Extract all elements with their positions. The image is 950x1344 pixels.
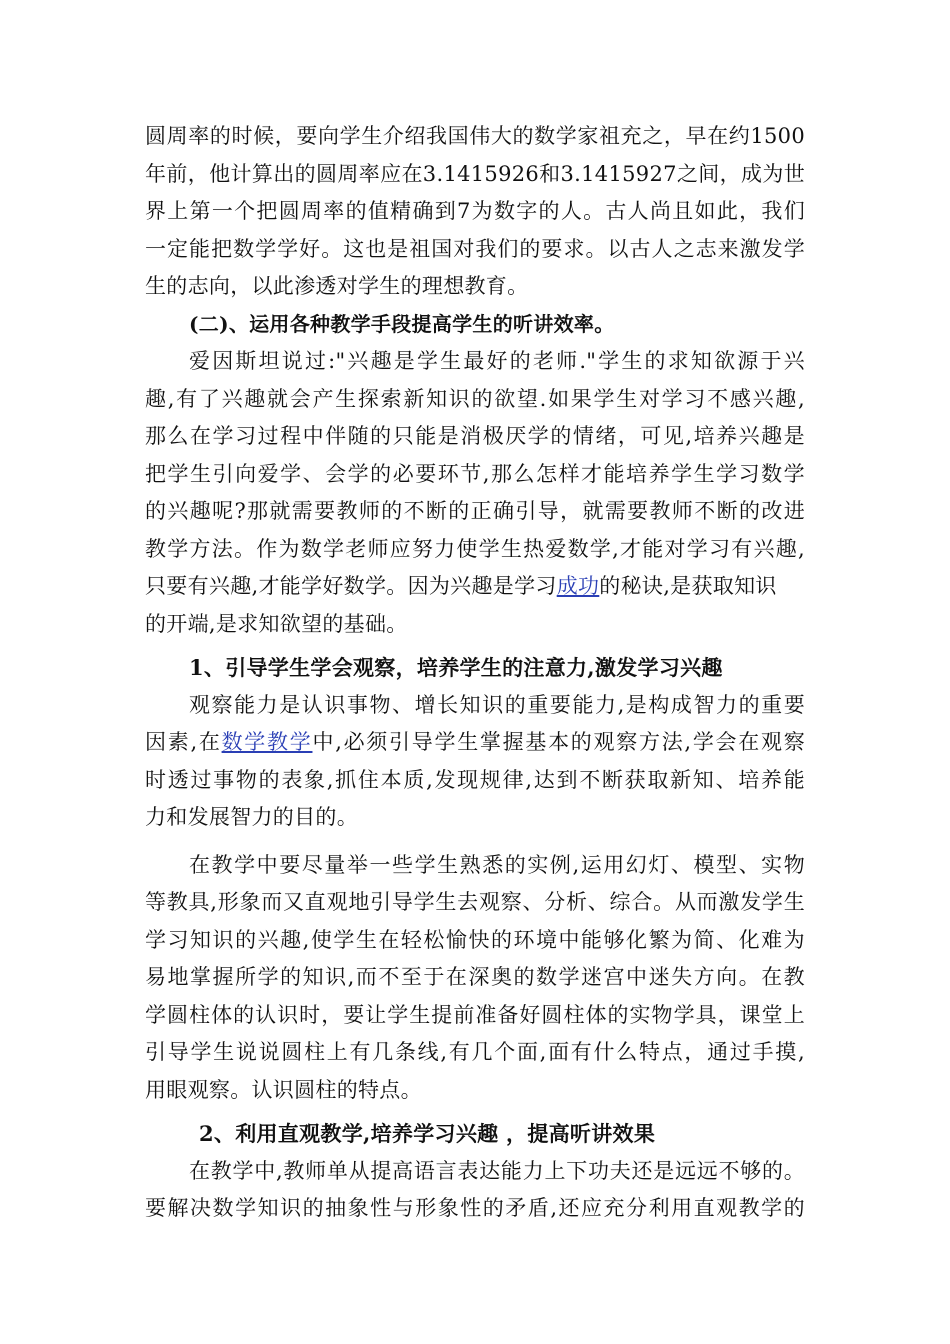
math-teaching-link[interactable]: 数学教学: [221, 730, 313, 754]
paragraph-line: 把学生引向爱学、会学的必要环节,那么怎样才能培养学生学习数学: [145, 461, 805, 486]
paragraph-line: 引导学生说说圆柱上有几条线,有几个面,面有什么特点，通过手摸,: [145, 1040, 805, 1064]
paragraph-line: 等教具,形象而又直观地引导学生去观察、分析、综合。从而激发学生: [145, 890, 805, 914]
text-segment: 的秘诀,是获取知识: [599, 574, 777, 598]
paragraph-line: 在教学中要尽量举一些学生熟悉的实例,运用幻灯、模型、实物: [189, 852, 805, 877]
paragraph-line: 圆周率的时候，要向学生介绍我国伟大的数学家祖充之，早在约1500: [145, 124, 805, 148]
text-segment: 只要有兴趣,才能学好数学。因为兴趣是学习: [145, 574, 557, 598]
paragraph-visual-teaching: [145, 1153, 805, 1228]
paragraph-line: 的兴趣呢?那就需要教师的不断的正确引导，就需要教师不断的改进: [145, 499, 805, 523]
paragraph-line: 要解决数学知识的抽象性与形象性的矛盾,还应充分利用直观教学的: [145, 1196, 805, 1220]
section-heading-teaching-methods: (二)、运用各种教学手段提高学生的听讲效率。: [189, 311, 615, 336]
paragraph-line: 易地掌握所学的知识,而不至于在深奥的数学迷宫中迷失方向。在教: [145, 965, 805, 989]
paragraph-line: 用眼观察。认识圆柱的特点。: [145, 1077, 422, 1102]
text-segment: 因素,在: [145, 730, 222, 754]
paragraph-line: 生的志向，以此渗透对学生的理想教育。: [145, 274, 529, 298]
paragraph-line-with-link: [145, 724, 805, 762]
text-segment: 中,必须引导学生掌握基本的观察方法,学会在观察: [312, 730, 806, 754]
paragraph-line: 年前，他计算出的圆周率应在3.1415926和3.1415927之间，成为世: [145, 161, 805, 186]
paragraph-examples: [145, 847, 805, 1110]
success-link[interactable]: 成功: [556, 574, 600, 598]
paragraph-line: 力和发展智力的目的。: [145, 805, 358, 829]
section-heading-observation: 1、引导学生学会观察，培养学生的注意力,激发学习兴趣: [189, 655, 723, 680]
paragraph-line: 学习知识的兴趣,使学生在轻松愉快的环境中能够化繁为简、化难为: [145, 927, 805, 952]
paragraph-line: 那么在学习过程中伴随的只能是消极厌学的情绪，可见,培养兴趣是: [145, 424, 805, 448]
paragraph-line: 教学方法。作为数学老师应努力使学生热爱数学,才能对学习有兴趣,: [145, 536, 805, 561]
paragraph-line: 的开端,是求知欲望的基础。: [145, 611, 408, 636]
paragraph-line: 爱因斯坦说过:"兴趣是学生最好的老师."学生的求知欲源于兴: [189, 349, 805, 373]
section-heading-visual-teaching: 2、利用直观教学,培养学习兴趣 ，提高听讲效果: [199, 1121, 656, 1146]
paragraph-line-with-link: [145, 568, 805, 606]
paragraph-line: 观察能力是认识事物、增长知识的重要能力,是构成智力的重要: [189, 692, 805, 717]
paragraph-interest: [145, 343, 805, 643]
paragraph-line: 趣,有了兴趣就会产生探索新知识的欲望.如果学生对学习不感兴趣,: [145, 386, 805, 411]
paragraph-observation: [145, 687, 805, 837]
paragraph-line: 学圆柱体的认识时，要让学生提前准备好圆柱体的实物学具，课堂上: [145, 1002, 805, 1027]
paragraph-line: 一定能把数学学好。这也是祖国对我们的要求。以古人之志来激发学: [145, 236, 805, 261]
document-page: [145, 118, 805, 1228]
paragraph-line: 界上第一个把圆周率的值精确到7为数字的人。古人尚且如此，我们: [145, 199, 805, 223]
paragraph-line: 在教学中,教师单从提高语言表达能力上下功夫还是远远不够的。: [189, 1158, 805, 1183]
paragraph-line: 时透过事物的表象,抓住本质,发现规律,达到不断获取新知、培养能: [145, 767, 805, 792]
paragraph-zu-chongzhi: [145, 118, 805, 306]
